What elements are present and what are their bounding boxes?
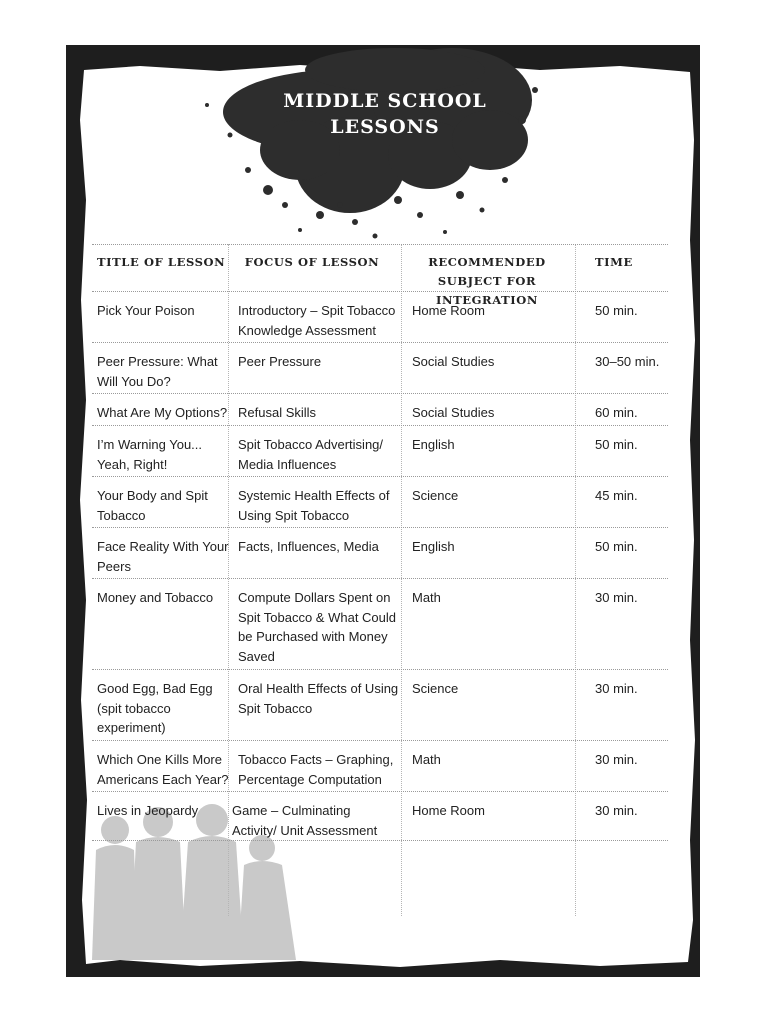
lesson-time: 45 min. [595, 488, 638, 503]
lesson-focus: Introductory – Spit Tobacco Knowledge Assessment [238, 303, 396, 338]
lesson-time: 60 min. [595, 405, 638, 420]
lesson-subject: Social Studies [412, 354, 495, 369]
lesson-focus: Refusal Skills [238, 405, 317, 420]
lesson-title: Peer Pressure: What Will You Do? [97, 354, 218, 389]
lesson-focus: Oral Health Effects of Using Spit Tobacco [238, 681, 399, 716]
lesson-focus: Peer Pressure [238, 354, 322, 369]
lesson-time: 50 min. [595, 303, 638, 318]
table-row [92, 578, 668, 669]
page-title [260, 88, 510, 140]
lesson-focus: Compute Dollars Spent on Spit Tobacco & What Could be Purchased with Money Saved [238, 590, 397, 664]
header-time: TIME [595, 255, 633, 269]
lesson-time: 30 min. [595, 803, 638, 818]
lesson-subject: Math [412, 752, 441, 767]
lesson-focus: Spit Tobacco Advertising/ Media Influences [238, 437, 384, 472]
lesson-focus: Systemic Health Effects of Using Spit Tobacco [238, 488, 390, 523]
header-focus-of-lesson: FOCUS OF LESSON [244, 255, 380, 269]
table-row [92, 342, 668, 393]
lesson-time: 50 min. [595, 539, 638, 554]
lesson-time: 50 min. [595, 437, 638, 452]
table-row [92, 291, 668, 342]
lesson-subject: Math [412, 590, 441, 605]
lesson-title: I’m Warning You... Yeah, Right! [97, 437, 203, 472]
lesson-title: What Are My Options? [97, 405, 228, 420]
lesson-title: Money and Tobacco [97, 590, 214, 605]
table-row [92, 476, 668, 527]
lesson-subject: Science [412, 681, 459, 696]
table-row [92, 527, 668, 578]
table-row [92, 425, 668, 476]
lesson-subject: English [412, 539, 455, 554]
lessons-table [92, 244, 668, 841]
lesson-title: Good Egg, Bad Egg (spit tobacco experiment) [97, 681, 213, 735]
table-row [92, 393, 668, 425]
table-row [92, 669, 668, 740]
header-title-of-lesson: TITLE OF LESSON [97, 255, 226, 269]
lesson-subject: Science [412, 488, 459, 503]
lesson-subject: Social Studies [412, 405, 495, 420]
lesson-title: Pick Your Poison [97, 303, 195, 318]
table-row [92, 740, 668, 791]
lesson-title: Your Body and Spit Tobacco [97, 488, 208, 523]
lesson-time: 30 min. [595, 752, 638, 767]
lesson-time: 30 min. [595, 590, 638, 605]
page-title-line-1: MIDDLE SCHOOL [283, 90, 487, 112]
header-recommended-subject: RECOMMENDED SUBJECT FOR INTEGRATION [428, 255, 546, 307]
table-header-row [92, 244, 668, 307]
lesson-time: 30 min. [595, 681, 638, 696]
lesson-focus: Game – Culminating Activity/ Unit Assessment [232, 803, 378, 838]
lesson-title: Face Reality With Your Peers [97, 539, 229, 574]
lesson-focus: Facts, Influences, Media [238, 539, 379, 554]
lesson-title: Which One Kills More Americans Each Year? [97, 752, 229, 787]
lesson-subject: Home Room [412, 303, 485, 318]
lesson-subject: Home Room [412, 803, 485, 818]
lesson-title: Lives in Jeopardy [97, 803, 199, 818]
lesson-subject: English [412, 437, 455, 452]
page-title-line-2: LESSONS [330, 116, 440, 138]
lesson-focus: Tobacco Facts – Graphing, Percentage Computation [238, 752, 394, 787]
table-bottom-rule [92, 840, 668, 841]
lesson-time: 30–50 min. [595, 354, 660, 369]
table-row [92, 791, 668, 840]
